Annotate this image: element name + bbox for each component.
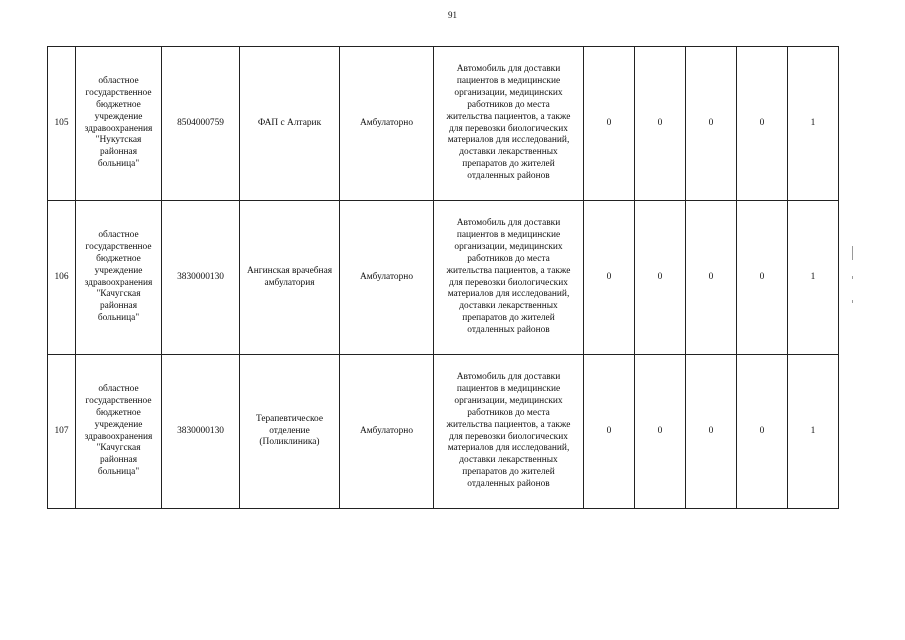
organization-line: бюджетное xyxy=(96,407,141,418)
value-cell: 0 xyxy=(686,201,737,355)
organization-line: учреждение xyxy=(94,419,143,430)
purpose-line: жительства пациентов, а также xyxy=(446,265,571,276)
purpose-line: отдаленных районов xyxy=(467,479,550,490)
care-type-cell: Амбулаторно xyxy=(340,47,434,201)
purpose-line: препаратов до жителей xyxy=(462,159,555,170)
purpose-cell xyxy=(434,355,584,509)
value-cell: 0 xyxy=(635,47,686,201)
row-number-cell: 107 xyxy=(48,355,76,509)
page-number: 91 xyxy=(448,10,457,20)
table-row xyxy=(48,47,839,201)
purpose-cell xyxy=(434,201,584,355)
organization-line: здравоохранения xyxy=(84,431,153,442)
purpose-line: доставки лекарственных xyxy=(459,455,558,466)
organization-line: областное xyxy=(98,229,139,240)
value-cell: 1 xyxy=(788,47,839,201)
value-cell: 0 xyxy=(686,355,737,509)
table-row xyxy=(48,355,839,509)
organization-line: больница" xyxy=(97,159,140,170)
purpose-line: организации, медицинских xyxy=(454,87,563,98)
organization-line: государственное xyxy=(85,87,152,98)
value-cell: 0 xyxy=(635,355,686,509)
purpose-line: материалов для исследований, xyxy=(447,443,570,454)
purpose-line: для перевозки биологических xyxy=(449,277,568,288)
purpose-line: жительства пациентов, а также xyxy=(446,419,571,430)
value-cell: 0 xyxy=(584,355,635,509)
organization-line: областное xyxy=(98,75,139,86)
value-cell: 1 xyxy=(788,355,839,509)
code-cell: 3830000130 xyxy=(162,201,240,355)
organization-line: "Нукутская xyxy=(95,135,142,146)
facilities-table xyxy=(47,46,839,509)
organization-line: районная xyxy=(99,455,138,466)
organization-line: бюджетное xyxy=(96,253,141,264)
purpose-line: доставки лекарственных xyxy=(459,301,558,312)
facility-cell: ФАП с Алтарик xyxy=(240,47,340,201)
purpose-line: пациентов в медицинские xyxy=(456,383,561,394)
care-type-cell: Амбулаторно xyxy=(340,355,434,509)
value-cell: 0 xyxy=(737,355,788,509)
organization-line: бюджетное xyxy=(96,99,141,110)
organization-line: "Качугская xyxy=(96,289,141,300)
organization-line: больница" xyxy=(97,313,140,324)
purpose-line: отдаленных районов xyxy=(467,325,550,336)
care-type-cell: Амбулаторно xyxy=(340,201,434,355)
purpose-line: работников до места xyxy=(467,253,550,264)
organization-cell xyxy=(76,355,162,509)
scan-edge-mark xyxy=(852,246,853,260)
value-cell: 1 xyxy=(788,201,839,355)
organization-line: здравоохранения xyxy=(84,277,153,288)
purpose-line: препаратов до жителей xyxy=(462,313,555,324)
purpose-line: пациентов в медицинские xyxy=(456,75,561,86)
purpose-line: доставки лекарственных xyxy=(459,147,558,158)
value-cell: 0 xyxy=(635,201,686,355)
purpose-line: препаратов до жителей xyxy=(462,467,555,478)
organization-line: государственное xyxy=(85,395,152,406)
organization-line: государственное xyxy=(85,241,152,252)
purpose-line: работников до места xyxy=(467,407,550,418)
organization-line: больница" xyxy=(97,467,140,478)
purpose-cell xyxy=(434,47,584,201)
purpose-line: Автомобиль для доставки xyxy=(456,217,561,228)
value-cell: 0 xyxy=(686,47,737,201)
value-cell: 0 xyxy=(737,47,788,201)
value-cell: 0 xyxy=(584,47,635,201)
row-number-cell: 105 xyxy=(48,47,76,201)
purpose-line: материалов для исследований, xyxy=(447,289,570,300)
scan-edge-mark xyxy=(852,300,853,303)
purpose-line: для перевозки биологических xyxy=(449,123,568,134)
purpose-line: для перевозки биологических xyxy=(449,431,568,442)
value-cell: 0 xyxy=(584,201,635,355)
organization-cell xyxy=(76,201,162,355)
purpose-line: организации, медицинских xyxy=(454,241,563,252)
value-cell: 0 xyxy=(737,201,788,355)
purpose-line: материалов для исследований, xyxy=(447,135,570,146)
organization-cell xyxy=(76,47,162,201)
purpose-line: жительства пациентов, а также xyxy=(446,111,571,122)
row-number-cell: 106 xyxy=(48,201,76,355)
organization-line: учреждение xyxy=(94,111,143,122)
purpose-line: пациентов в медицинские xyxy=(456,229,561,240)
scan-edge-mark xyxy=(852,276,853,279)
organization-line: здравоохранения xyxy=(84,123,153,134)
code-cell: 3830000130 xyxy=(162,355,240,509)
purpose-line: отдаленных районов xyxy=(467,171,550,182)
purpose-line: организации, медицинских xyxy=(454,395,563,406)
facility-cell: Терапевтическое отделение (Поликлиника) xyxy=(240,355,340,509)
purpose-line: Автомобиль для доставки xyxy=(456,63,561,74)
organization-line: учреждение xyxy=(94,265,143,276)
code-cell: 8504000759 xyxy=(162,47,240,201)
purpose-line: работников до места xyxy=(467,99,550,110)
organization-line: районная xyxy=(99,301,138,312)
facility-cell: Ангинская врачебная амбулатория xyxy=(240,201,340,355)
organization-line: "Качугская xyxy=(96,443,141,454)
purpose-line: Автомобиль для доставки xyxy=(456,371,561,382)
organization-line: областное xyxy=(98,383,139,394)
table-row xyxy=(48,201,839,355)
organization-line: районная xyxy=(99,147,138,158)
